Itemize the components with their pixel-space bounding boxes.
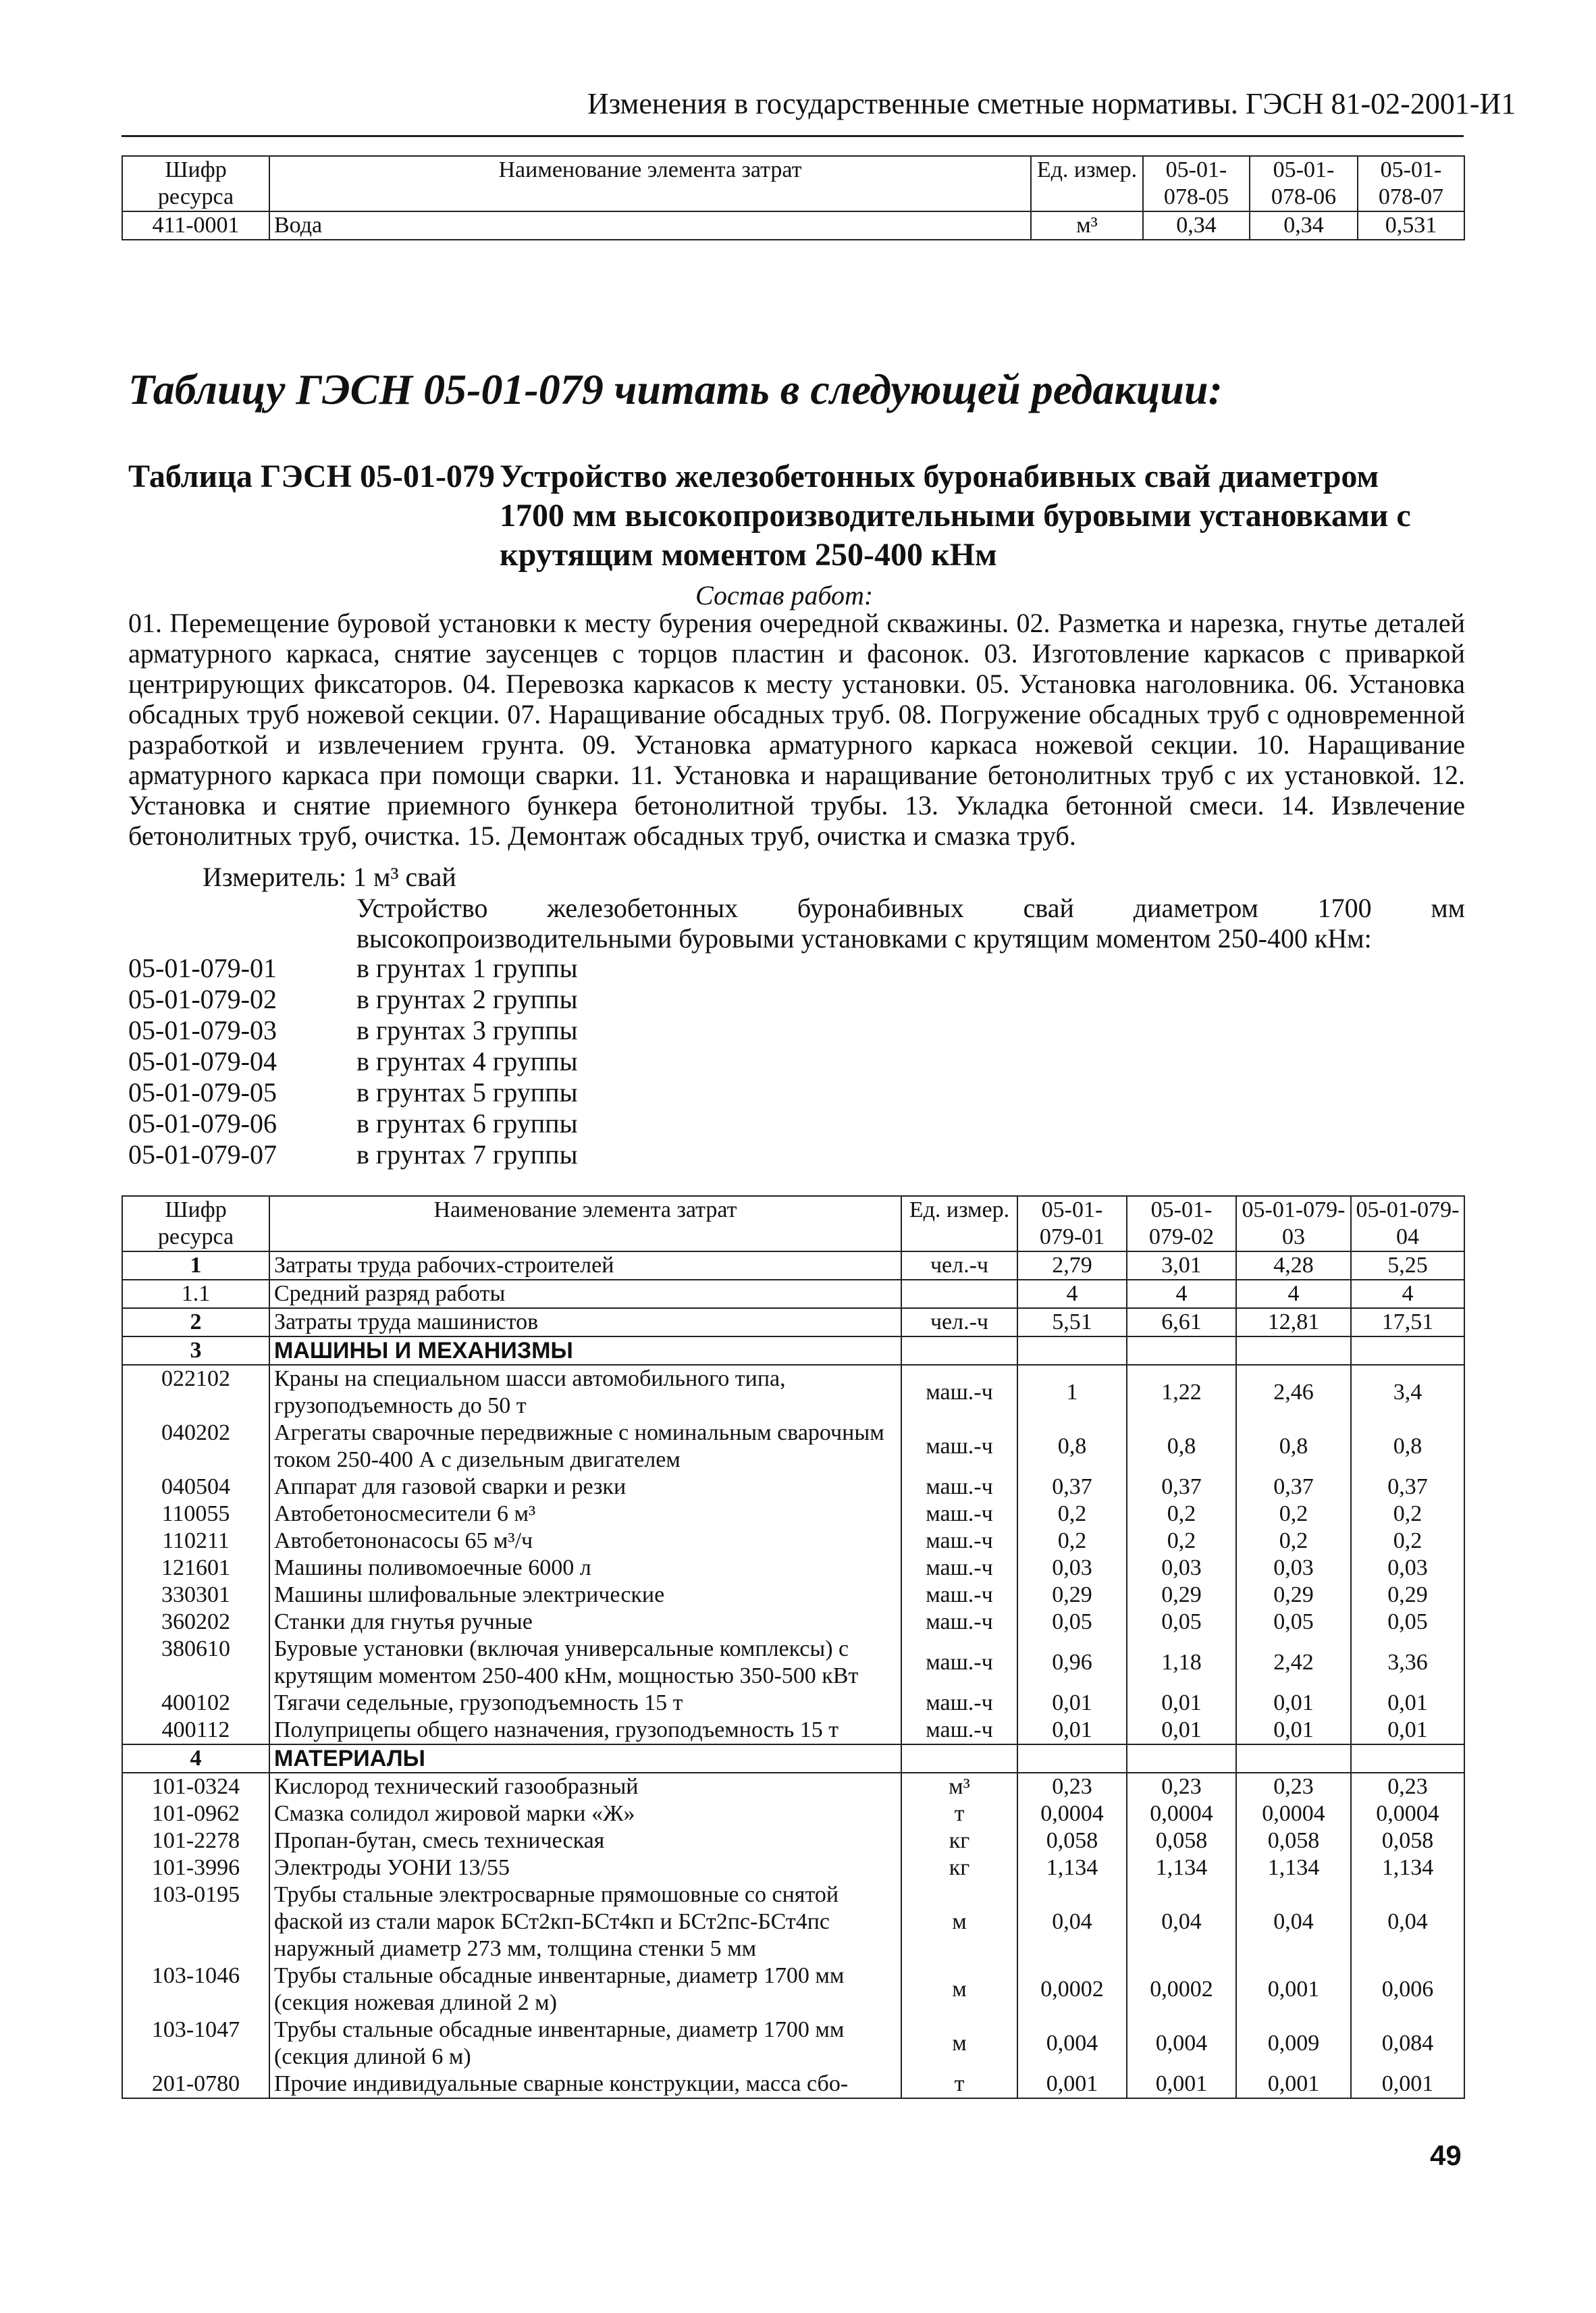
row-unit: чел.-ч [901, 1251, 1017, 1280]
row-code: 1.1 [122, 1280, 269, 1308]
row-value: 0,058 [1236, 1827, 1351, 1854]
row-name: Прочие индивидуальные сварные конструкции, масса сбо- [269, 2071, 901, 2098]
row-name: Трубы стальные электросварные прямошовные со снятой фаской из стали марок БСт2кп-БСт4кп и БСт2пс-БСт4пс наружный диаметр 273 мм, толщина стенки 5 мм [269, 1881, 901, 1963]
row-value: 0,2 [1017, 1528, 1127, 1555]
row-unit: чел.-ч [901, 1308, 1017, 1336]
row-value: 4 [1351, 1280, 1464, 1308]
row-value: 1,134 [1017, 1854, 1127, 1881]
top-header-col2: 05-01-078-06 [1250, 156, 1358, 211]
row-value: 0,05 [1351, 1609, 1464, 1636]
row-unit: кг [901, 1854, 1017, 1881]
row-unit: маш.-ч [901, 1636, 1017, 1690]
row-code: 103-1047 [122, 2017, 269, 2071]
table-row [122, 1636, 1464, 1690]
top-row-name: Вода [269, 211, 1031, 240]
row-code: 040202 [122, 1420, 269, 1474]
row-code: 400102 [122, 1690, 269, 1717]
row-code: 201-0780 [122, 2071, 269, 2098]
row-code: 022102 [122, 1365, 269, 1420]
row-code: 110211 [122, 1528, 269, 1555]
header-rule [122, 135, 1464, 137]
table-row [122, 1365, 1464, 1420]
table-title-line2: 1700 мм высокопроизводительными буровыми установками с [500, 498, 1411, 534]
variant-label: в грунтах 6 группы [356, 1108, 578, 1139]
row-unit: т [901, 2071, 1017, 2098]
row-code: 101-3996 [122, 1854, 269, 1881]
row-code: 040504 [122, 1474, 269, 1501]
work-composition-label: Состав работ: [695, 580, 874, 610]
row-unit [901, 1336, 1017, 1365]
row-name: Автобетононасосы 65 м³/ч [269, 1528, 901, 1555]
row-value: 0,37 [1236, 1474, 1351, 1501]
row-value: 4,28 [1236, 1251, 1351, 1280]
row-value [1236, 1744, 1351, 1773]
row-unit: маш.-ч [901, 1717, 1017, 1744]
row-code: 3 [122, 1336, 269, 1365]
row-code: 103-1046 [122, 1963, 269, 2017]
table-row [122, 1420, 1464, 1474]
row-value: 0,01 [1127, 1717, 1236, 1744]
row-unit: кг [901, 1827, 1017, 1854]
row-code: 400112 [122, 1717, 269, 1744]
table-row [122, 1501, 1464, 1528]
row-value: 1,134 [1351, 1854, 1464, 1881]
row-value: 2,42 [1236, 1636, 1351, 1690]
table-title-line1: Устройство железобетонных буронабивных свай диаметром [500, 459, 1379, 494]
row-value: 0,05 [1236, 1609, 1351, 1636]
table-row [122, 1881, 1464, 1963]
row-name: Краны на специальном шасси автомобильного типа, грузоподъемность до 50 т [269, 1365, 901, 1420]
row-value: 3,01 [1127, 1251, 1236, 1280]
row-value: 0,23 [1127, 1773, 1236, 1800]
row-value: 0,37 [1127, 1474, 1236, 1501]
row-value: 0,04 [1236, 1881, 1351, 1963]
row-value: 2,46 [1236, 1365, 1351, 1420]
row-unit: маш.-ч [901, 1501, 1017, 1528]
top-header-col3: 05-01-078-07 [1358, 156, 1464, 211]
table-row [122, 2017, 1464, 2071]
table-row [122, 1963, 1464, 2017]
row-value: 0,96 [1017, 1636, 1127, 1690]
table-row [122, 1528, 1464, 1555]
row-value: 4 [1017, 1280, 1127, 1308]
row-name: МАШИНЫ И МЕХАНИЗМЫ [269, 1336, 901, 1365]
table-row [122, 1474, 1464, 1501]
row-code: 121601 [122, 1555, 269, 1582]
main-header-col3: 05-01-079-03 [1236, 1196, 1351, 1251]
row-code: 2 [122, 1308, 269, 1336]
row-value: 1,134 [1127, 1854, 1236, 1881]
row-unit: м [901, 1881, 1017, 1963]
row-unit: м³ [901, 1773, 1017, 1800]
row-value: 0,058 [1127, 1827, 1236, 1854]
row-value: 0,2 [1236, 1528, 1351, 1555]
table-row [122, 2071, 1464, 2098]
row-name: МАТЕРИАЛЫ [269, 1744, 901, 1773]
row-value: 0,03 [1236, 1555, 1351, 1582]
variant-code: 05-01-079-06 [128, 1108, 277, 1139]
top-row-unit: м³ [1031, 211, 1143, 240]
main-header-unit: Ед. измер. [901, 1196, 1017, 1251]
row-value: 0,009 [1236, 2017, 1351, 2071]
norm-description: Устройство железобетонных буронабивных свай диаметром 1700 мм высокопроизводительными буровыми установками с крутящим моментом 250-400 кНм: [356, 893, 1465, 954]
row-value: 0,01 [1017, 1690, 1127, 1717]
row-name: Аппарат для газовой сварки и резки [269, 1474, 901, 1501]
row-unit: маш.-ч [901, 1690, 1017, 1717]
row-value: 0,01 [1017, 1717, 1127, 1744]
row-value: 12,81 [1236, 1308, 1351, 1336]
row-value: 0,001 [1236, 2071, 1351, 2098]
page-number: 49 [1430, 2139, 1462, 2171]
main-header-col1: 05-01-079-01 [1017, 1196, 1127, 1251]
row-value: 2,79 [1017, 1251, 1127, 1280]
row-value: 0,01 [1236, 1690, 1351, 1717]
row-value: 0,03 [1351, 1555, 1464, 1582]
row-value: 0,01 [1127, 1690, 1236, 1717]
table-row [122, 1800, 1464, 1827]
top-header-col1: 05-01-078-05 [1143, 156, 1250, 211]
variant-label: в грунтах 4 группы [356, 1046, 578, 1076]
top-header-unit: Ед. измер. [1031, 156, 1143, 211]
row-value: 0,37 [1351, 1474, 1464, 1501]
row-value [1351, 1744, 1464, 1773]
row-value: 1,18 [1127, 1636, 1236, 1690]
top-row-value-2: 0,34 [1250, 211, 1358, 240]
row-value: 0,29 [1127, 1582, 1236, 1609]
row-value: 0,8 [1127, 1420, 1236, 1474]
row-unit [901, 1744, 1017, 1773]
row-value: 0,03 [1017, 1555, 1127, 1582]
row-value: 0,29 [1236, 1582, 1351, 1609]
main-header-code: Шифр ресурса [122, 1196, 269, 1251]
row-value: 0,006 [1351, 1963, 1464, 2017]
row-value: 0,0004 [1127, 1800, 1236, 1827]
row-value: 0,001 [1351, 2071, 1464, 2098]
row-value: 0,001 [1017, 2071, 1127, 2098]
row-value: 0,23 [1017, 1773, 1127, 1800]
row-value: 0,04 [1127, 1881, 1236, 1963]
row-value: 1,134 [1236, 1854, 1351, 1881]
table-title-prefix: Таблица ГЭСН 05-01-079 [128, 459, 495, 494]
row-value: 0,37 [1017, 1474, 1127, 1501]
row-code: 330301 [122, 1582, 269, 1609]
variant-label: в грунтах 1 группы [356, 953, 578, 983]
row-value: 0,2 [1351, 1501, 1464, 1528]
row-name: Буровые установки (включая универсальные комплексы) с крутящим моментом 250-400 кНм, мощностью 350-500 кВт [269, 1636, 901, 1690]
row-unit: маш.-ч [901, 1365, 1017, 1420]
row-unit: маш.-ч [901, 1555, 1017, 1582]
measure-unit: Измеритель: 1 м³ свай [203, 862, 456, 892]
row-code: 103-0195 [122, 1881, 269, 1963]
row-value [1017, 1744, 1127, 1773]
row-value: 0,058 [1017, 1827, 1127, 1854]
row-code: 1 [122, 1251, 269, 1280]
variant-code: 05-01-079-01 [128, 953, 277, 983]
table-row [122, 1251, 1464, 1280]
page-header: Изменения в государственные сметные нормативы. ГЭСН 81-02-2001-И1 [587, 87, 1516, 120]
row-name: Полуприцепы общего назначения, грузоподъемность 15 т [269, 1717, 901, 1744]
row-value: 3,36 [1351, 1636, 1464, 1690]
variant-label: в грунтах 2 группы [356, 984, 578, 1014]
row-value [1127, 1336, 1236, 1365]
table-title-line3: крутящим моментом 250-400 кНм [500, 537, 997, 573]
row-unit: маш.-ч [901, 1474, 1017, 1501]
row-name: Затраты труда машинистов [269, 1308, 901, 1336]
row-value: 0,05 [1017, 1609, 1127, 1636]
variant-label: в грунтах 3 группы [356, 1015, 578, 1045]
row-value: 5,25 [1351, 1251, 1464, 1280]
row-value: 0,058 [1351, 1827, 1464, 1854]
row-unit: маш.-ч [901, 1582, 1017, 1609]
row-name: Трубы стальные обсадные инвентарные, диаметр 1700 мм (секция ножевая длиной 2 м) [269, 1963, 901, 2017]
row-name: Смазка солидол жировой марки «Ж» [269, 1800, 901, 1827]
row-value: 1,22 [1127, 1365, 1236, 1420]
main-header-col2: 05-01-079-02 [1127, 1196, 1236, 1251]
row-value: 0,03 [1127, 1555, 1236, 1582]
top-row-value-1: 0,34 [1143, 211, 1250, 240]
row-value [1127, 1744, 1236, 1773]
row-value: 0,29 [1351, 1582, 1464, 1609]
row-unit: маш.-ч [901, 1420, 1017, 1474]
table-row [122, 1773, 1464, 1800]
row-value: 0,2 [1127, 1528, 1236, 1555]
row-value: 0,0004 [1017, 1800, 1127, 1827]
row-value: 0,8 [1017, 1420, 1127, 1474]
top-row-code: 411-0001 [122, 211, 269, 240]
row-unit [901, 1280, 1017, 1308]
row-name: Автобетоносмесители 6 м³ [269, 1501, 901, 1528]
row-value: 0,2 [1351, 1528, 1464, 1555]
row-name: Средний разряд работы [269, 1280, 901, 1308]
row-unit: м [901, 2017, 1017, 2071]
row-value [1351, 1336, 1464, 1365]
table-row [122, 1280, 1464, 1308]
row-name: Трубы стальные обсадные инвентарные, диаметр 1700 мм (секция длиной 6 м) [269, 2017, 901, 2071]
table-row [122, 1308, 1464, 1336]
top-row-value-3: 0,531 [1358, 211, 1464, 240]
main-table [122, 1195, 1465, 2099]
variant-code: 05-01-079-07 [128, 1139, 277, 1170]
main-header-col4: 05-01-079-04 [1351, 1196, 1464, 1251]
row-code: 380610 [122, 1636, 269, 1690]
row-value [1017, 1336, 1127, 1365]
row-value: 4 [1236, 1280, 1351, 1308]
row-value: 0,0002 [1127, 1963, 1236, 2017]
row-value: 0,8 [1236, 1420, 1351, 1474]
top-table [122, 155, 1465, 240]
row-value: 1 [1017, 1365, 1127, 1420]
table-row [122, 1854, 1464, 1881]
row-value: 0,23 [1351, 1773, 1464, 1800]
row-value: 5,51 [1017, 1308, 1127, 1336]
row-value: 0,04 [1017, 1881, 1127, 1963]
table-row [122, 1827, 1464, 1854]
row-value: 0,0002 [1017, 1963, 1127, 2017]
row-value: 0,0004 [1351, 1800, 1464, 1827]
variant-code: 05-01-079-04 [128, 1046, 277, 1076]
row-value: 0,004 [1127, 2017, 1236, 2071]
row-name: Тягачи седельные, грузоподъемность 15 т [269, 1690, 901, 1717]
row-name: Станки для гнутья ручные [269, 1609, 901, 1636]
row-value: 0,2 [1236, 1501, 1351, 1528]
variant-label: в грунтах 7 группы [356, 1139, 578, 1170]
row-code: 110055 [122, 1501, 269, 1528]
row-value: 6,61 [1127, 1308, 1236, 1336]
row-value: 0,05 [1127, 1609, 1236, 1636]
row-value: 0,0004 [1236, 1800, 1351, 1827]
row-code: 101-2278 [122, 1827, 269, 1854]
table-row [122, 1336, 1464, 1365]
row-value: 0,01 [1351, 1717, 1464, 1744]
row-unit: маш.-ч [901, 1528, 1017, 1555]
row-name: Машины поливомоечные 6000 л [269, 1555, 901, 1582]
table-row [122, 1690, 1464, 1717]
top-header-name: Наименование элемента затрат [269, 156, 1031, 211]
row-value [1236, 1336, 1351, 1365]
row-name: Кислород технический газообразный [269, 1773, 901, 1800]
table-row [122, 1717, 1464, 1744]
row-name: Агрегаты сварочные передвижные с номинальным сварочным током 250-400 А с дизельным двигателем [269, 1420, 901, 1474]
row-unit: т [901, 1800, 1017, 1827]
work-composition-text: 01. Перемещение буровой установки к месту бурения очередной скважины. 02. Разметка и нарезка, гнутье деталей арматурного каркаса, снятие заусенцев с торцов пластин и фасонок. 03. Изготовление каркасов с приваркой центрирующих фиксаторов. 04. Перевозка каркасов к месту установки. 05. Установка наголовника. 06. Установка обсадных труб ножевой секции. 07. Наращивание обсадных труб. 08. Погружение обсадных труб с одновременной разработкой и извлечением грунта. 09. Установка арматурного каркаса ножевой секции. 10. Наращивание арматурного каркаса при помощи сварки. 11. Установка и наращивание бетонолитных труб с их установкой. 12. Установка и снятие приемного бункера бетонолитной трубы. 13. Укладка бетонной смеси. 14. Извлечение бетонолитных труб, очистка. 15. Демонтаж обсадных труб, очистка и смазка труб. [128, 608, 1465, 851]
row-name: Машины шлифовальные электрические [269, 1582, 901, 1609]
variant-code: 05-01-079-05 [128, 1077, 277, 1108]
row-name: Пропан-бутан, смесь техническая [269, 1827, 901, 1854]
row-value: 0,001 [1127, 2071, 1236, 2098]
row-code: 360202 [122, 1609, 269, 1636]
row-value: 0,2 [1017, 1501, 1127, 1528]
top-header-code: Шифр ресурса [122, 156, 269, 211]
row-value: 0,01 [1351, 1690, 1464, 1717]
row-code: 4 [122, 1744, 269, 1773]
main-header-name: Наименование элемента затрат [269, 1196, 901, 1251]
variant-code: 05-01-079-03 [128, 1015, 277, 1045]
row-value: 17,51 [1351, 1308, 1464, 1336]
row-code: 101-0962 [122, 1800, 269, 1827]
row-value: 0,29 [1017, 1582, 1127, 1609]
row-value: 0,084 [1351, 2017, 1464, 2071]
table-row [122, 1609, 1464, 1636]
row-name: Электроды УОНИ 13/55 [269, 1854, 901, 1881]
redaction-heading: Таблицу ГЭСН 05-01-079 читать в следующей редакции: [128, 365, 1223, 413]
row-value: 0,001 [1236, 1963, 1351, 2017]
table-row [122, 1744, 1464, 1773]
row-value: 0,004 [1017, 2017, 1127, 2071]
row-code: 101-0324 [122, 1773, 269, 1800]
row-value: 3,4 [1351, 1365, 1464, 1420]
variant-code: 05-01-079-02 [128, 984, 277, 1014]
row-unit: м [901, 1963, 1017, 2017]
row-unit: маш.-ч [901, 1609, 1017, 1636]
row-value: 0,8 [1351, 1420, 1464, 1474]
table-row [122, 1555, 1464, 1582]
row-name: Затраты труда рабочих-строителей [269, 1251, 901, 1280]
row-value: 0,04 [1351, 1881, 1464, 1963]
row-value: 0,01 [1236, 1717, 1351, 1744]
row-value: 0,23 [1236, 1773, 1351, 1800]
row-value: 0,2 [1127, 1501, 1236, 1528]
variant-label: в грунтах 5 группы [356, 1077, 578, 1108]
row-value: 4 [1127, 1280, 1236, 1308]
table-row [122, 1582, 1464, 1609]
